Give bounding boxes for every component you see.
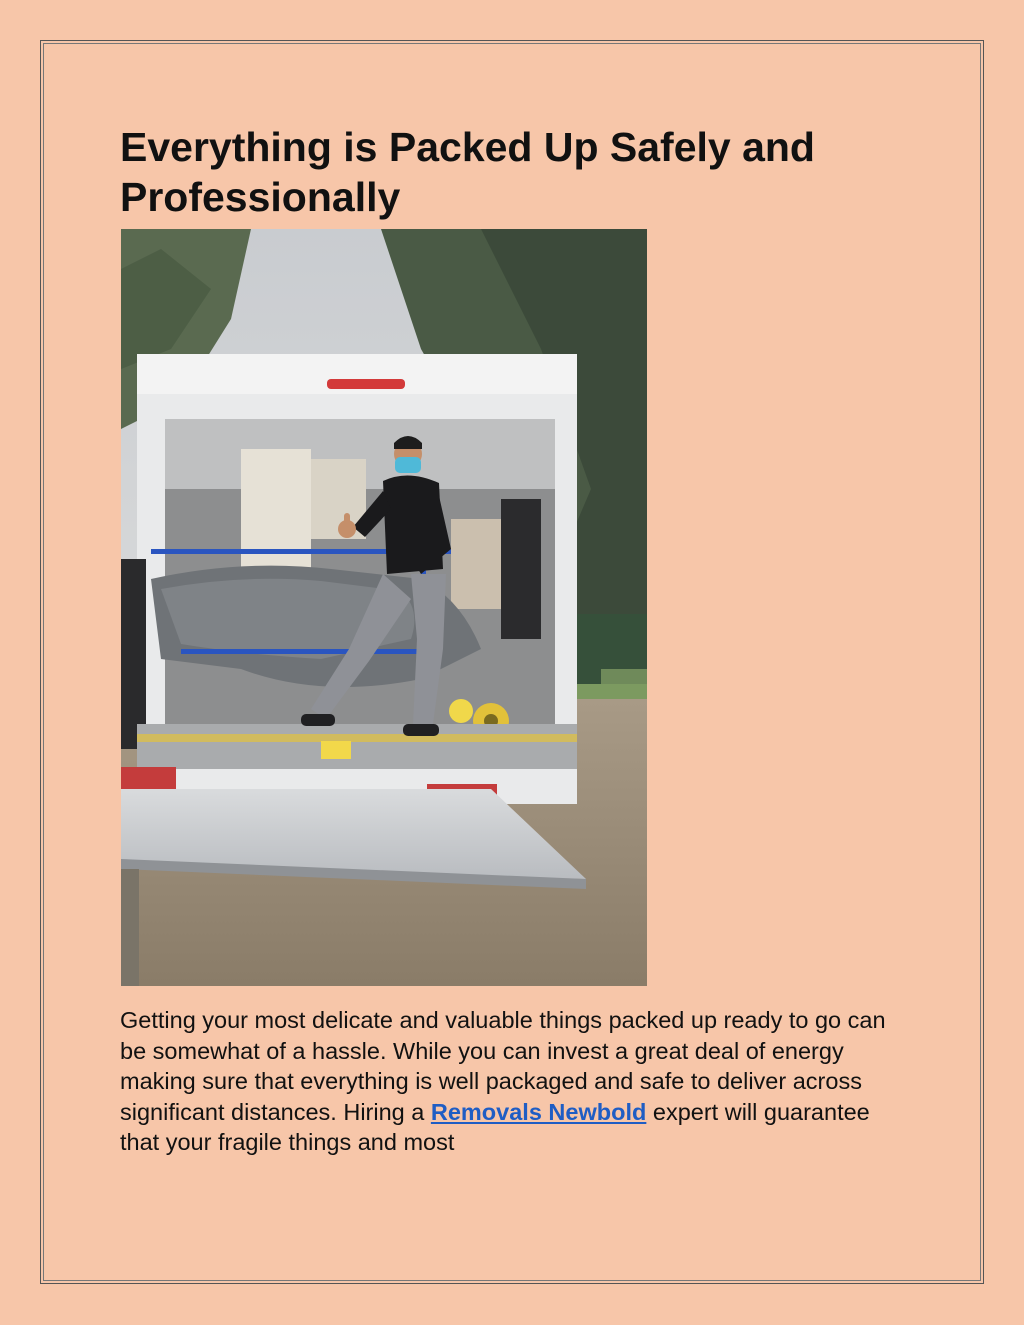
paragraph-text-before-link: Getting your most delicate and valuable things packed up ready to go can be somewhat of a hassle. While you can invest a great deal of energy making sure that everything is well packaged and safe to deliver across significant distances. Hiring a <box>120 1007 886 1125</box>
paragraph-text-after-link: expert will guarantee that your fragile things and most <box>120 1098 870 1155</box>
body-paragraph <box>120 1005 910 1158</box>
page-title: Everything is Packed Up Safely and Professionally <box>120 124 815 220</box>
removals-newbold-link[interactable]: Removals Newbold <box>430 1098 647 1125</box>
removal-van-photo <box>121 229 647 986</box>
